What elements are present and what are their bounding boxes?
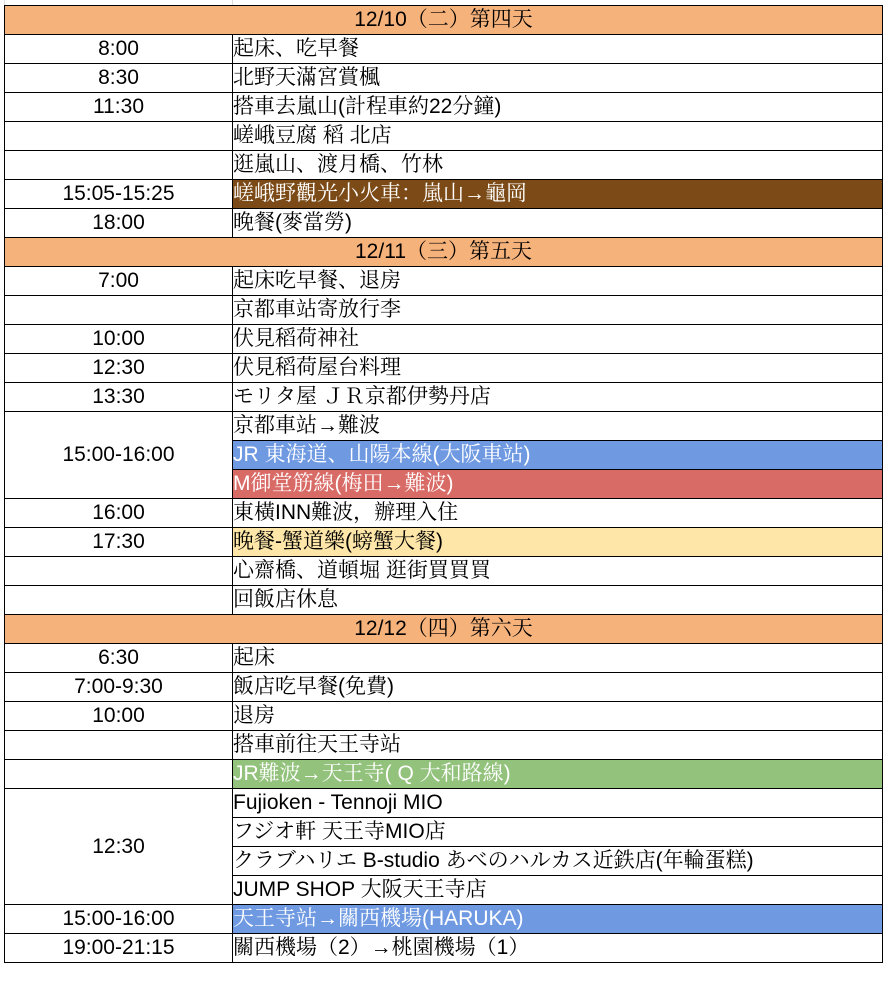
schedule-row — [5, 383, 883, 412]
activity-cell: JUMP SHOP 大阪天王寺店 — [233, 876, 883, 905]
day-header: 12/12（四）第六天 — [5, 615, 883, 644]
activity-cell: 逛嵐山、渡月橋、竹林 — [233, 151, 883, 180]
activity-cell: 東橫INN難波，辦理入住 — [233, 499, 883, 528]
time-cell: 19:00-21:15 — [5, 934, 233, 963]
activity-cell-highlighted: 天王寺站→關西機場(HARUKA) — [233, 905, 883, 934]
schedule-row — [5, 673, 883, 702]
schedule-row — [5, 731, 883, 760]
time-cell — [5, 586, 233, 615]
day-header-row — [5, 615, 883, 644]
activity-cell: 退房 — [233, 702, 883, 731]
time-cell: 7:00 — [5, 267, 233, 296]
activity-cell: 回飯店休息 — [233, 586, 883, 615]
activity-cell: 起床吃早餐、退房 — [233, 267, 883, 296]
activity-cell: 嵯峨豆腐 稻 北店 — [233, 122, 883, 151]
activity-cell: 京都車站寄放行李 — [233, 296, 883, 325]
schedule-row — [5, 64, 883, 93]
time-cell: 8:00 — [5, 35, 233, 64]
activity-cell: Fujioken - Tennoji MIO — [233, 789, 883, 818]
schedule-row — [5, 789, 883, 818]
time-cell — [5, 731, 233, 760]
time-cell: 16:00 — [5, 499, 233, 528]
schedule-row — [5, 354, 883, 383]
schedule-row — [5, 528, 883, 557]
activity-cell: 北野天滿宮賞楓 — [233, 64, 883, 93]
schedule-row — [5, 180, 883, 209]
time-cell: 7:00-9:30 — [5, 673, 233, 702]
activity-cell-highlighted: 嵯峨野觀光小火車：嵐山→龜岡 — [233, 180, 883, 209]
activity-cell: 晚餐(麥當勞) — [233, 209, 883, 238]
activity-cell: 搭車前往天王寺站 — [233, 731, 883, 760]
schedule-row — [5, 934, 883, 963]
activity-cell: 伏見稻荷屋台料理 — [233, 354, 883, 383]
itinerary-table — [4, 5, 883, 963]
activity-cell: 飯店吃早餐(免費) — [233, 673, 883, 702]
time-cell: 8:30 — [5, 64, 233, 93]
activity-cell: 京都車站→難波 — [233, 412, 883, 441]
activity-cell: 心齋橋、道頓堀 逛街買買買 — [233, 557, 883, 586]
activity-cell: クラブハリエ B-studio あべのハルカス近鉄店(年輪蛋糕) — [233, 847, 883, 876]
schedule-row — [5, 499, 883, 528]
schedule-row — [5, 296, 883, 325]
schedule-row — [5, 702, 883, 731]
time-cell-merged: 15:00-16:00 — [5, 412, 233, 499]
activity-cell: モリタ屋 ＪＲ京都伊勢丹店 — [233, 383, 883, 412]
schedule-row — [5, 586, 883, 615]
schedule-row — [5, 557, 883, 586]
time-cell: 13:30 — [5, 383, 233, 412]
time-cell: 10:00 — [5, 702, 233, 731]
schedule-row — [5, 209, 883, 238]
activity-cell-highlighted: M御堂筋線(梅田→難波) — [233, 470, 883, 499]
schedule-row — [5, 412, 883, 441]
day-header-row — [5, 6, 883, 35]
activity-cell: フジオ軒 天王寺MIO店 — [233, 818, 883, 847]
schedule-row — [5, 760, 883, 789]
activity-cell-highlighted: JR難波→天王寺( Q 大和路線) — [233, 760, 883, 789]
activity-cell-highlighted: JR 東海道、山陽本線(大阪車站) — [233, 441, 883, 470]
time-cell: 15:05-15:25 — [5, 180, 233, 209]
schedule-row — [5, 905, 883, 934]
time-cell-merged: 12:30 — [5, 789, 233, 905]
time-cell — [5, 760, 233, 789]
activity-cell: 起床 — [233, 644, 883, 673]
activity-cell: 伏見稻荷神社 — [233, 325, 883, 354]
schedule-row — [5, 35, 883, 64]
schedule-row — [5, 93, 883, 122]
schedule-row — [5, 644, 883, 673]
time-cell: 11:30 — [5, 93, 233, 122]
schedule-row — [5, 325, 883, 354]
activity-cell: 搭車去嵐山(計程車約22分鐘) — [233, 93, 883, 122]
activity-cell: 關西機場（2）→桃園機場（1） — [233, 934, 883, 963]
time-cell — [5, 151, 233, 180]
activity-cell: 起床、吃早餐 — [233, 35, 883, 64]
activity-cell-highlighted: 晚餐-蟹道樂(螃蟹大餐) — [233, 528, 883, 557]
day-header: 12/11（三）第五天 — [5, 238, 883, 267]
day-header: 12/10（二）第四天 — [5, 6, 883, 35]
time-cell — [5, 296, 233, 325]
time-cell: 17:30 — [5, 528, 233, 557]
time-cell — [5, 122, 233, 151]
schedule-row — [5, 122, 883, 151]
time-cell: 15:00-16:00 — [5, 905, 233, 934]
time-cell — [5, 557, 233, 586]
time-cell: 6:30 — [5, 644, 233, 673]
schedule-row — [5, 267, 883, 296]
schedule-row — [5, 151, 883, 180]
time-cell: 12:30 — [5, 354, 233, 383]
time-cell: 18:00 — [5, 209, 233, 238]
day-header-row — [5, 238, 883, 267]
time-cell: 10:00 — [5, 325, 233, 354]
